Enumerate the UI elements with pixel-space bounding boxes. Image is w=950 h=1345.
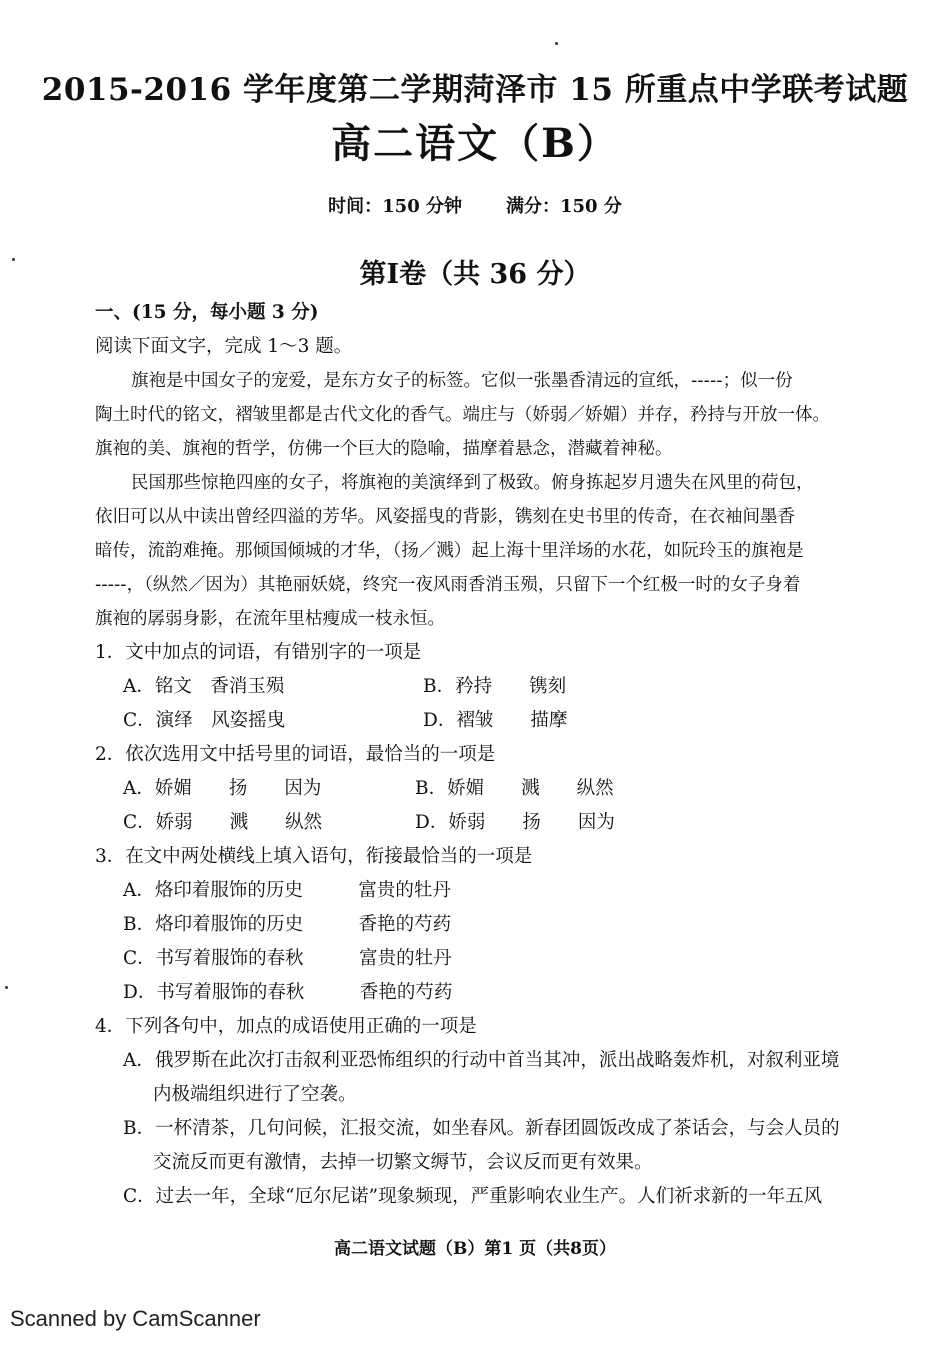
option-row — [95, 942, 877, 976]
option-b: B．一杯清茶，几句问候，汇报交流，如坐春风。新春团圆饭改成了茶话会，与会人员的 — [123, 1118, 840, 1139]
passage-line: 依旧可以从中读出曾经四溢的芳华。风姿摇曳的背影，镌刻在史书里的传奇，在衣袖间墨香 — [95, 507, 795, 527]
scan-speck — [555, 42, 558, 45]
scan-speck — [5, 986, 8, 989]
option-b-continued: 交流反而更有激情，去掉一切繁文缛节，会议反而更有效果。 — [153, 1152, 653, 1173]
option-c: C．娇弱 溅 纵然 — [123, 812, 323, 833]
option-c: C．过去一年，全球“厄尔尼诺”现象频现，严重影响农业生产。人们祈求新的一年五风 — [123, 1186, 823, 1207]
exam-content — [95, 296, 877, 1214]
option-c: C．演绎 风姿摇曳 — [123, 710, 286, 731]
option-d: D．褶皱 描摩 — [423, 710, 568, 731]
question-stem: 2．依次选用文中括号里的词语，最恰当的一项是 — [95, 744, 496, 765]
question-stem: 3．在文中两处横线上填入语句，衔接最恰当的一项是 — [95, 846, 533, 867]
option-row — [95, 772, 877, 806]
option-a: A．烙印着服饰的历史 富贵的牡丹 — [123, 880, 451, 901]
option-b: B．烙印着服饰的历史 香艳的芍药 — [123, 914, 452, 935]
option-row — [95, 874, 877, 908]
option-d: D．娇弱 扬 因为 — [415, 812, 615, 833]
passage-line: 民国那些惊艳四座的女子，将旗袍的美演绎到了极致。俯身拣起岁月遗失在风里的荷包， — [131, 473, 814, 493]
question-stem: 4．下列各句中，加点的成语使用正确的一项是 — [95, 1016, 477, 1037]
page-footer: 高二语文试题（B）第1 页（共8页） — [334, 1239, 616, 1259]
passage-line: 旗袍的孱弱身影，在流年里枯瘦成一枝永恒。 — [95, 609, 445, 629]
time-label: 时间：150 分钟 — [328, 196, 462, 217]
score-label: 满分：150 分 — [506, 196, 622, 217]
option-row — [95, 670, 877, 704]
option-row — [95, 704, 877, 738]
option-a: A．俄罗斯在此次打击叙利亚恐怖组织的行动中首当其冲，派出战略轰炸机，对叙利亚境 — [123, 1050, 840, 1071]
scanner-watermark: Scanned by CamScanner — [10, 1306, 261, 1331]
part-heading: 一、(15 分，每小题 3 分) — [95, 302, 319, 323]
option-c: C．书写着服饰的春秋 富贵的牡丹 — [123, 948, 452, 969]
option-a-continued: 内极端组织进行了空袭。 — [153, 1084, 357, 1105]
passage-line: 陶土时代的铭文，褶皱里都是古代文化的香气。端庄与（娇弱／娇媚）并存，矜持与开放一体。 — [95, 405, 830, 425]
question-stem: 1．文中加点的词语，有错别字的一项是 — [95, 642, 422, 663]
exam-meta — [0, 192, 950, 218]
option-b: B．娇媚 溅 纵然 — [415, 778, 614, 799]
option-row — [95, 976, 877, 1010]
subject-title: 高二语文（B） — [331, 120, 619, 167]
exam-title: 2015-2016 学年度第二学期菏泽市 15 所重点中学联考试题 — [41, 72, 909, 108]
passage-line: 旗袍的美、旗袍的哲学，仿佛一个巨大的隐喻，描摩着悬念，潜藏着神秘。 — [95, 439, 673, 459]
option-row — [95, 908, 877, 942]
passage-line: 暗传，流韵难掩。那倾国倾城的才华，（扬／溅）起上海十里洋场的水花，如阮玲玉的旗袍是 — [95, 541, 804, 561]
option-b: B．矜持 镌刻 — [423, 676, 567, 697]
option-d: D．书写着服饰的春秋 香艳的芍药 — [123, 982, 453, 1003]
option-a: A．铭文 香消玉殒 — [123, 676, 285, 697]
section-title: 第Ⅰ卷（共 36 分） — [359, 259, 591, 290]
option-row — [95, 806, 877, 840]
passage-line: -----，（纵然／因为）其艳丽妖娆，终究一夜风雨香消玉殒，只留下一个红极一时的女子身着 — [95, 575, 801, 595]
option-a: A．娇媚 扬 因为 — [123, 778, 322, 799]
part-instruction: 阅读下面文字，完成 1～3 题。 — [95, 336, 353, 357]
passage-line: 旗袍是中国女子的宠爱，是东方女子的标签。它似一张墨香清远的宣纸，-----；似一份 — [131, 371, 793, 391]
